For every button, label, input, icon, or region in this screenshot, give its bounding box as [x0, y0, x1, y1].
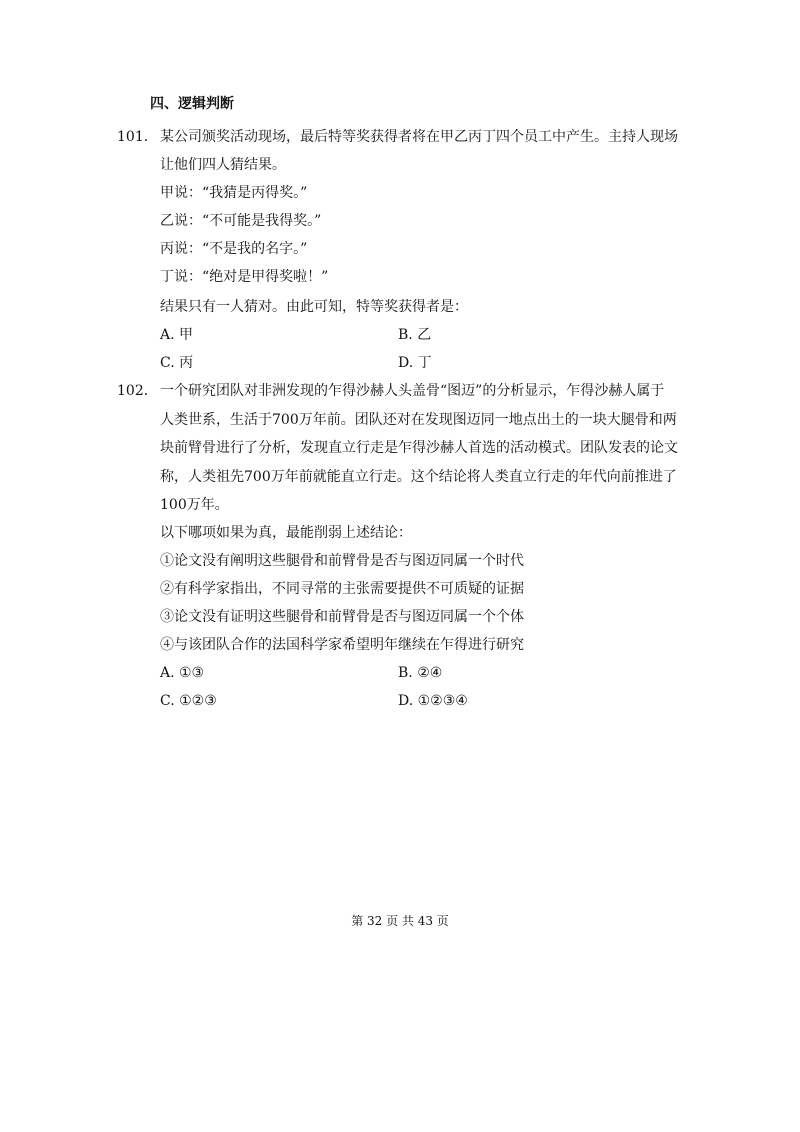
option-c: C. 丙	[160, 355, 194, 371]
question-number: 102.	[117, 383, 149, 399]
option-c: C. ①②③	[160, 693, 217, 709]
question-prompt: 以下哪项如果为真，最能削弱上述结论：	[160, 525, 412, 541]
statement-bing: 丙说：“不是我的名字。”	[160, 241, 308, 257]
question-stem-line: 让他们四人猜结果。	[160, 157, 286, 173]
option-a: A. ①③	[160, 665, 205, 681]
page-footer: 第 32 页 共 43 页	[351, 914, 449, 928]
question-stem-line: 块前臂骨进行了分析，发现直立行走是乍得沙赫人首选的活动模式。团队发表的论文	[160, 440, 678, 456]
statement-item-1: ①论文没有阐明这些腿骨和前臂骨是否与图迈同属一个时代	[160, 553, 524, 569]
option-d: D. ①②③④	[398, 693, 468, 709]
statement-jia: 甲说：“我猜是丙得奖。”	[160, 185, 308, 201]
question-prompt: 结果只有一人猜对。由此可知，特等奖获得者是：	[160, 299, 468, 315]
question-stem-line: 一个研究团队对非洲发现的乍得沙赫人头盖骨“图迈”的分析显示，乍得沙赫人属于	[160, 383, 665, 399]
option-b: B. ②④	[398, 665, 443, 681]
question-stem-line: 称，人类祖先700万年前就能直立行走。这个结论将人类直立行走的年代向前推进了	[160, 469, 677, 485]
question-stem-line: 某公司颁奖活动现场，最后特等奖获得者将在甲乙丙丁四个员工中产生。主持人现场	[160, 129, 678, 145]
question-stem-line: 100万年。	[160, 497, 229, 513]
statement-item-4: ④与该团队合作的法国科学家希望明年继续在乍得进行研究	[160, 637, 524, 653]
section-title: 四、逻辑判断	[150, 96, 234, 112]
statement-item-2: ②有科学家指出，不同寻常的主张需要提供不可质疑的证据	[160, 581, 524, 597]
option-a: A. 甲	[160, 327, 194, 343]
statement-ding: 丁说：“绝对是甲得奖啦！”	[160, 269, 329, 285]
question-number: 101.	[117, 129, 149, 145]
option-d: D. 丁	[398, 355, 432, 371]
statement-yi: 乙说：“不可能是我得奖。”	[160, 213, 322, 229]
option-b: B. 乙	[398, 327, 432, 343]
question-stem-line: 人类世系，生活于700万年前。团队还对在发现图迈同一地点出土的一块大腿骨和两	[160, 412, 677, 428]
statement-item-3: ③论文没有证明这些腿骨和前臂骨是否与图迈同属一个个体	[160, 609, 524, 625]
